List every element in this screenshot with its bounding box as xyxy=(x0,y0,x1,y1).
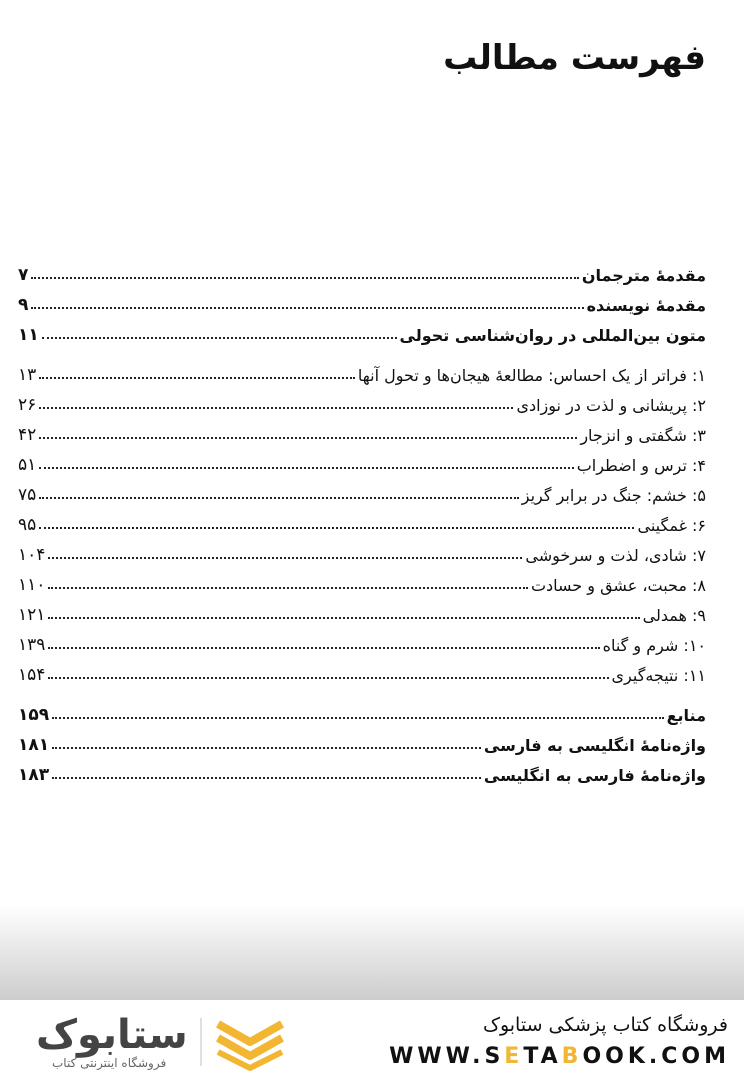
toc-leader-dots xyxy=(39,467,573,469)
toc-entry-label: واژه‌نامهٔ فارسی به انگلیسی xyxy=(483,766,706,785)
toc-entry-label: ۹: همدلی xyxy=(642,606,706,625)
toc-entry[interactable] xyxy=(18,725,706,755)
table-of-contents xyxy=(18,255,706,785)
logo-wordmark: ستابوک xyxy=(36,1012,188,1058)
toc-entry-page-number: ۱۰۴ xyxy=(18,545,46,565)
toc-entry-label: ۸: محبت، عشق و حسادت xyxy=(530,576,706,595)
toc-leader-dots xyxy=(39,407,513,409)
toc-entry-label: ۶: غمگینی xyxy=(637,516,706,535)
toc-gap xyxy=(18,345,706,355)
toc-entry-label: ۱۱: نتیجه‌گیری xyxy=(611,666,706,685)
toc-entry-page-number: ۱۵۴ xyxy=(18,665,46,685)
toc-entry[interactable] xyxy=(18,655,706,685)
toc-leader-dots xyxy=(48,647,599,649)
toc-entry-page-number: ۱۳۹ xyxy=(18,635,46,655)
toc-entry-page-number: ۷۵ xyxy=(18,485,37,505)
toc-leader-dots xyxy=(39,377,355,379)
toc-entry[interactable] xyxy=(18,445,706,475)
toc-entry-page-number: ۱۵۹ xyxy=(18,705,50,725)
toc-leader-dots xyxy=(48,557,522,559)
toc-entry-label: ۲: پریشانی و لذت در نوزادی xyxy=(516,396,706,415)
toc-entry[interactable] xyxy=(18,755,706,785)
toc-leader-dots xyxy=(42,337,397,339)
toc-entry-label: متون بین‌المللی در روان‌شناسی تحولی xyxy=(399,326,706,345)
toc-entry-label: منابع xyxy=(666,706,706,725)
footer-banner xyxy=(0,1000,744,1080)
toc-leader-dots xyxy=(39,527,634,529)
toc-entry[interactable] xyxy=(18,315,706,345)
toc-entry-page-number: ۲۶ xyxy=(18,395,37,415)
toc-entry-label: ۳: شگفتی و انزجار xyxy=(580,426,706,445)
url-highlight: E xyxy=(504,1044,524,1069)
toc-entry-label: مقدمهٔ مترجمان xyxy=(581,266,706,285)
toc-entry-label: واژه‌نامهٔ انگلیسی به فارسی xyxy=(483,736,706,755)
toc-entry[interactable] xyxy=(18,565,706,595)
toc-entry-page-number: ۱۱۰ xyxy=(18,575,46,595)
toc-leader-dots xyxy=(31,277,578,279)
toc-entry-label: ۱۰: شرم و گناه xyxy=(602,636,706,655)
toc-entry[interactable] xyxy=(18,385,706,415)
toc-entry[interactable] xyxy=(18,285,706,315)
url-part: TA xyxy=(523,1044,562,1069)
toc-entry-page-number: ۱۳ xyxy=(18,365,37,385)
toc-leader-dots xyxy=(52,777,481,779)
toc-entry-label: ۴: ترس و اضطراب xyxy=(576,456,706,475)
toc-entry[interactable] xyxy=(18,535,706,565)
toc-gap xyxy=(18,685,706,695)
toc-entry-page-number: ۷ xyxy=(18,265,29,285)
store-name: فروشگاه کتاب پزشکی ستابوک xyxy=(482,1014,728,1036)
toc-leader-dots xyxy=(39,437,577,439)
toc-entry[interactable] xyxy=(18,355,706,385)
toc-entry-page-number: ۱۸۳ xyxy=(18,765,50,785)
toc-entry[interactable] xyxy=(18,505,706,535)
toc-entry-label: ۱: فراتر از یک احساس: مطالعهٔ هیجان‌ها و تحول آنها xyxy=(357,366,706,385)
toc-leader-dots xyxy=(48,617,639,619)
url-part: WWW.S xyxy=(389,1044,505,1069)
toc-entry-label: ۷: شادی، لذت و سرخوشی xyxy=(525,546,706,565)
page-bottom-shadow xyxy=(0,905,744,1000)
book-stack-logo-icon xyxy=(210,1014,290,1072)
toc-entry[interactable] xyxy=(18,595,706,625)
toc-entry-label: ۵: خشم: جنگ در برابر گریز xyxy=(521,486,706,505)
toc-entry-page-number: ۱۱ xyxy=(18,325,39,345)
toc-entry-page-number: ۱۲۱ xyxy=(18,605,46,625)
toc-entry-page-number: ۴۲ xyxy=(18,425,37,445)
toc-leader-dots xyxy=(52,717,663,719)
toc-entry-page-number: ۱۸۱ xyxy=(18,735,50,755)
logo-divider xyxy=(200,1018,202,1066)
toc-leader-dots xyxy=(52,747,481,749)
toc-entry[interactable] xyxy=(18,415,706,445)
toc-entry-page-number: ۹ xyxy=(18,295,29,315)
toc-entry[interactable] xyxy=(18,695,706,725)
logo-subtitle: فروشگاه اینترنتی کتاب xyxy=(52,1056,167,1070)
toc-leader-dots xyxy=(39,497,518,499)
page-title: فهرست مطالب xyxy=(443,38,706,78)
url-part: OOK.COM xyxy=(582,1044,730,1069)
toc-leader-dots xyxy=(48,587,528,589)
store-url[interactable] xyxy=(389,1044,730,1069)
toc-entry-label: مقدمهٔ نویسنده xyxy=(586,296,706,315)
toc-entry-page-number: ۹۵ xyxy=(18,515,37,535)
toc-entry[interactable] xyxy=(18,255,706,285)
url-highlight: B xyxy=(561,1044,583,1069)
toc-entry[interactable] xyxy=(18,475,706,505)
toc-leader-dots xyxy=(31,307,583,309)
toc-leader-dots xyxy=(48,677,608,679)
toc-entry[interactable] xyxy=(18,625,706,655)
toc-entry-page-number: ۵۱ xyxy=(18,455,37,475)
